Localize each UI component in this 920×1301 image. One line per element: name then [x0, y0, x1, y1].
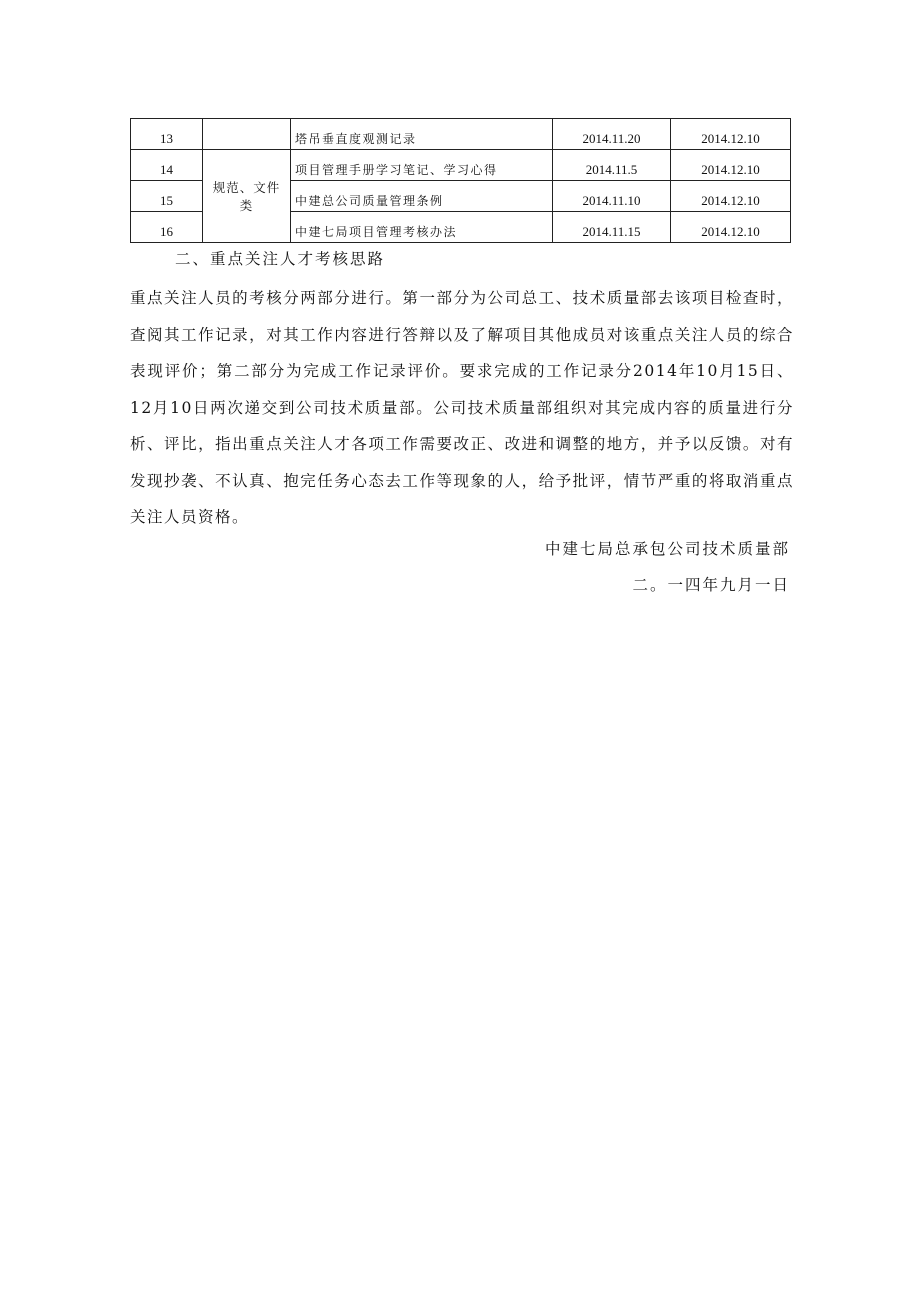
end-date: 2014.12.10: [671, 150, 791, 181]
records-table: [130, 118, 791, 243]
end-date: 2014.12.10: [671, 212, 791, 243]
section-title: 二、重点关注人才考核思路: [175, 250, 386, 268]
category-cell: 规范、文件类: [203, 150, 291, 243]
table-row: [131, 150, 791, 181]
row-number: 15: [131, 181, 203, 212]
record-name: 中建总公司质量管理条例: [291, 181, 553, 212]
start-date: 2014.11.15: [553, 212, 671, 243]
record-name: 中建七局项目管理考核办法: [291, 212, 553, 243]
end-date: 2014.12.10: [671, 181, 791, 212]
category-cell-empty: [203, 119, 291, 150]
start-date: 2014.11.20: [553, 119, 671, 150]
row-number: 13: [131, 119, 203, 150]
start-date: 2014.11.5: [553, 150, 671, 181]
row-number: 16: [131, 212, 203, 243]
record-name: 项目管理手册学习笔记、学习心得: [291, 150, 553, 181]
signature-date: 二。一四年九月一日: [632, 576, 790, 594]
signature-organization: 中建七局总承包公司技术质量部: [544, 540, 790, 558]
body-paragraph: 重点关注人员的考核分两部分进行。第一部分为公司总工、技术质量部去该项目检查时，查阅其工作记录，对其工作内容进行答辩以及了解项目其他成员对该重点关注人员的综合表现评价；第二部分为完成工作记录评价。要求完成的工作记录分2014年10月15日、12月10日两次递交到公司技术质量部。公司技术质量部组织对其完成内容的质量进行分析、评比，指出重点关注人才各项工作需要改正、改进和调整的地方，并予以反馈。对有发现抄袭、不认真、抱完任务心态去工作等现象的人，给予批评，情节严重的将取消重点关注人员资格。: [130, 289, 794, 526]
record-name: 塔吊垂直度观测记录: [291, 119, 553, 150]
start-date: 2014.11.10: [553, 181, 671, 212]
table-row: [131, 119, 791, 150]
end-date: 2014.12.10: [671, 119, 791, 150]
row-number: 14: [131, 150, 203, 181]
